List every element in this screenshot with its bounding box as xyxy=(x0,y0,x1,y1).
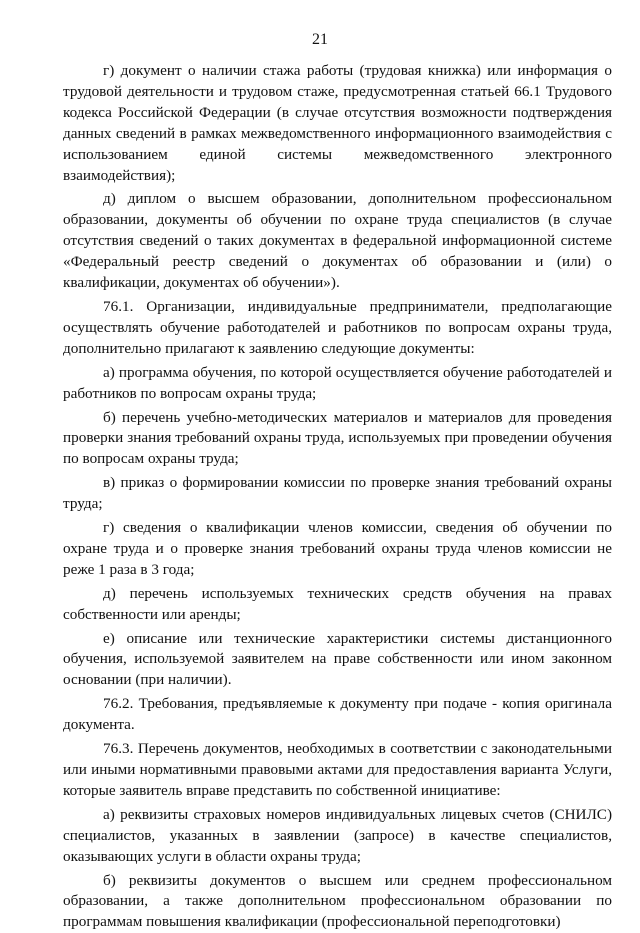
paragraph-education-documents: б) реквизиты документов о высшем или среднем профессиональном образовании, а также дополнительном профессиональном образовании по программам повышения квалификации (профессиональной переподготовки) xyxy=(63,871,612,931)
paragraph-commission-qualification: г) сведения о квалификации членов комиссии, сведения об обучении по охране труда и о проверке знания требований охраны труда членов комиссии не реже 1 раза в 3 года; xyxy=(63,519,612,578)
paragraph-materials-list: б) перечень учебно-методических материалов и материалов для проведения проверки знания требований охраны труда, используемых при проведении обучения по вопросам охраны труда; xyxy=(63,408,612,468)
paragraph-76-3: 76.3. Перечень документов, необходимых в соответствии с законодательными или иными нормативными правовыми актами для предоставления варианта Услуги, которые заявитель вправе представить по собственной инициативе: xyxy=(63,740,612,799)
paragraph-distance-learning: е) описание или технические характеристики системы дистанционного обучения, используемой заявителем на праве собственности или ином законном основании (при наличии). xyxy=(63,629,612,689)
paragraph-76-2: 76.2. Требования, предъявляемые к документу при подаче - копия оригинала документа. xyxy=(63,695,612,734)
document-body xyxy=(63,61,612,933)
paragraph-technical-means: д) перечень используемых технических средств обучения на правах собственности или аренды; xyxy=(63,584,612,623)
paragraph-commission-order: в) приказ о формировании комиссии по проверке знания требований охраны труда; xyxy=(63,474,612,513)
paragraph-training-program: а) программа обучения, по которой осуществляется обучение работодателей и работников по вопросам охраны труда; xyxy=(63,363,612,402)
paragraph-diploma: д) диплом о высшем образовании, дополнительном профессиональном образовании, документы об обучении по охране труда специалистов (в случае отсутствия сведений о таких документах в федеральной информационной системе «Федеральный реестр сведений о документах об образовании и (или) о квалификации, документах об обучении»). xyxy=(63,190,612,292)
paragraph-76-1: 76.1. Организации, индивидуальные предприниматели, предполагающие осуществлять обучение работодателей и работников по вопросам охраны труда, дополнительно прилагают к заявлению следующие документы: xyxy=(63,297,612,357)
paragraph-work-experience-document: г) документ о наличии стажа работы (трудовая книжка) или информация о трудовой деятельности и трудовом стаже, предусмотренная статьей 66.1 Трудового кодекса Российской Федерации (в случае отсутствия возможности подтверждения данных сведений в рамках межведомственного информационного взаимодействия с использованием единой системы межведомственного электронного взаимодействия); xyxy=(63,62,612,184)
page-number: 21 xyxy=(312,31,328,48)
paragraph-snils: а) реквизиты страховых номеров индивидуальных лицевых счетов (СНИЛС) специалистов, указанных в заявлении (запросе) в качестве специалистов, оказывающих услуги в области охраны труда; xyxy=(63,805,612,865)
